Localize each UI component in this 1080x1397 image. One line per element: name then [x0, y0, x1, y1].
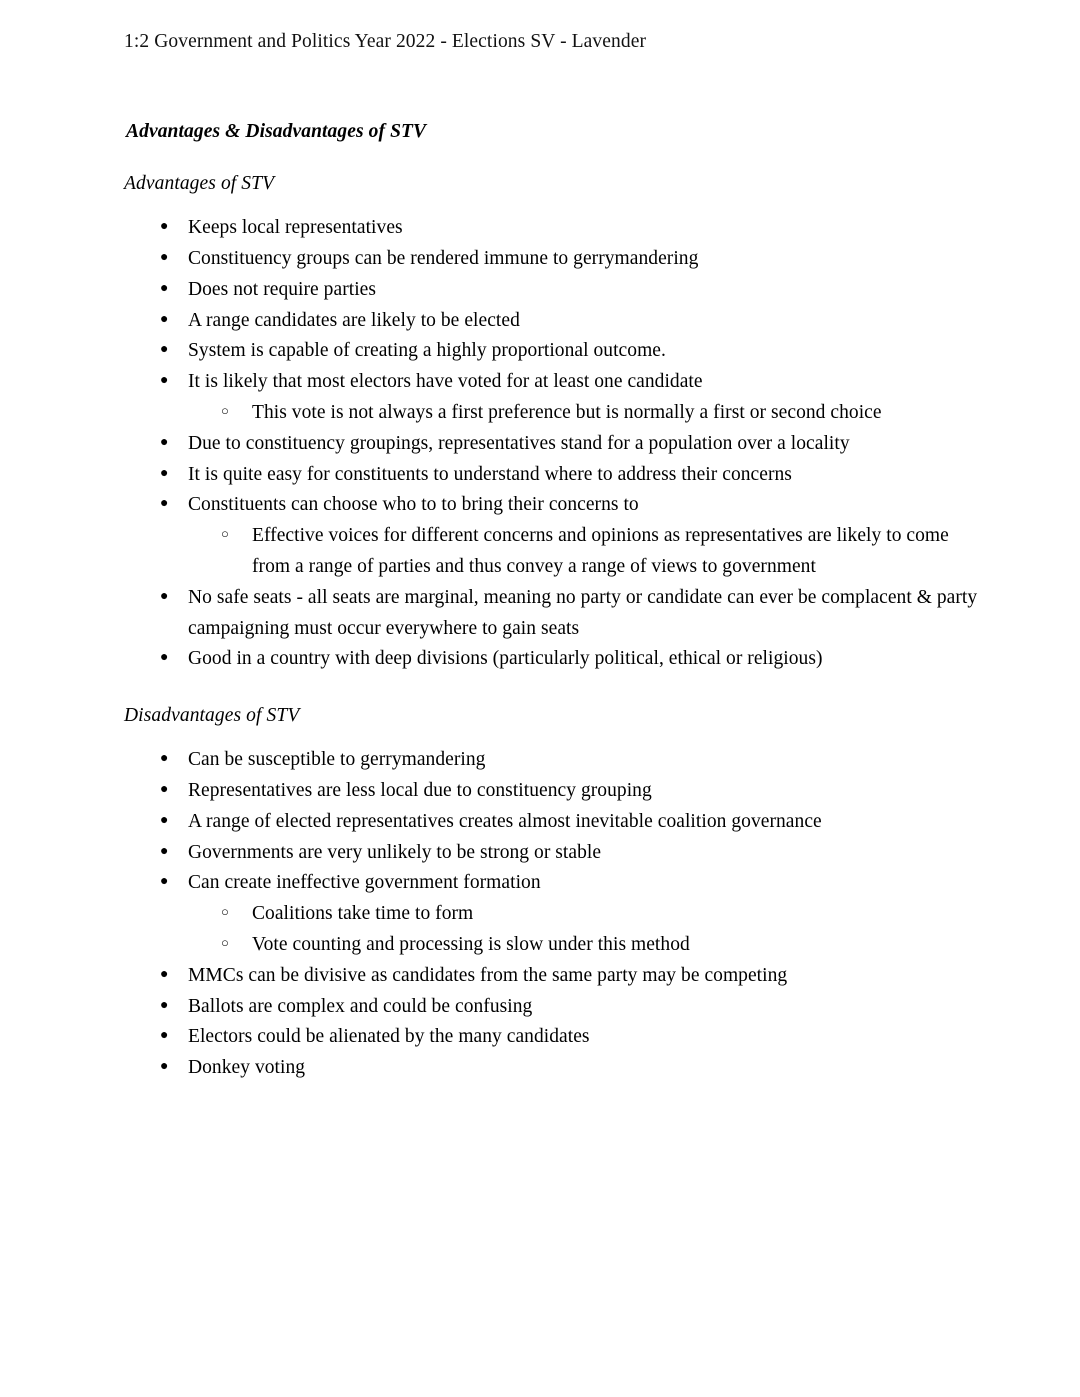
bullet-icon: ● — [160, 812, 169, 828]
sub-list — [188, 521, 984, 583]
bullet-open-icon: ○ — [221, 904, 229, 920]
bullet-icon: ● — [160, 843, 169, 859]
list-item-text: Constituency groups can be rendered immune to gerrymandering — [188, 248, 699, 270]
list-item — [124, 583, 984, 645]
list-item-text: Good in a country with deep divisions (particularly political, ethical or religious) — [188, 648, 823, 670]
bullet-icon: ● — [160, 280, 169, 296]
bullet-icon: ● — [160, 997, 169, 1013]
sub-list-item-text: This vote is not always a first preference but is normally a first or second choice — [252, 402, 882, 424]
list-item — [124, 490, 984, 582]
list-item-text: MMCs can be divisive as candidates from the same party may be competing — [188, 964, 788, 986]
sub-list-item — [188, 930, 984, 961]
list-item — [124, 838, 984, 869]
bullet-icon: ● — [160, 650, 169, 666]
list-item — [124, 275, 984, 306]
bullet-icon: ● — [160, 250, 169, 266]
bullet-icon: ● — [160, 311, 169, 327]
bullet-icon: ● — [160, 588, 169, 604]
list-item — [124, 644, 984, 675]
sub-list-item-text: Coalitions take time to form — [252, 903, 474, 925]
list-item-text: Constituents can choose who to to bring their concerns to — [188, 494, 639, 516]
list-item — [124, 776, 984, 807]
bullet-icon: ● — [160, 496, 169, 512]
list-item-text: No safe seats - all seats are marginal, meaning no party or candidate can ever be complacent & party campaigning must occur everywhere to gain seats — [188, 586, 978, 639]
bullet-icon: ● — [160, 751, 169, 767]
bullet-open-icon: ○ — [221, 526, 229, 542]
list-item-text: It is quite easy for constituents to understand where to address their concerns — [188, 463, 792, 485]
bullet-icon: ● — [160, 874, 169, 890]
list-item-text: Keeps local representatives — [188, 217, 403, 239]
sub-list-item — [188, 398, 984, 429]
advantages-heading: Advantages of STV — [124, 173, 275, 195]
list-item-text: Ballots are complex and could be confusing — [188, 995, 533, 1017]
list-item-text: Can be susceptible to gerrymandering — [188, 749, 486, 771]
list-item-text: Governments are very unlikely to be strong or stable — [188, 841, 602, 863]
bullet-icon: ● — [160, 342, 169, 358]
bullet-icon: ● — [160, 782, 169, 798]
sub-list-item-text: Effective voices for different concerns and opinions as representatives are likely to come from a range of parties and thus convey a range of views to government — [252, 525, 949, 578]
list-item-text: System is capable of creating a highly proportional outcome. — [188, 340, 666, 362]
list-item-text: It is likely that most electors have voted for at least one candidate — [188, 371, 703, 393]
document-header: 1:2 Government and Politics Year 2022 - Elections SV - Lavender — [124, 31, 647, 52]
list-item-text: Electors could be alienated by the many candidates — [188, 1026, 590, 1048]
list-item-text: Due to constituency groupings, representatives stand for a population over a locality — [188, 432, 850, 454]
list-item — [124, 244, 984, 275]
advantages-list — [124, 213, 984, 675]
list-item — [124, 807, 984, 838]
section-title: Advantages & Disadvantages of STV — [126, 121, 427, 143]
list-item — [124, 745, 984, 776]
list-item — [124, 961, 984, 992]
sub-list-item — [188, 521, 984, 583]
bullet-open-icon: ○ — [221, 403, 229, 419]
list-item — [124, 868, 984, 960]
list-item — [124, 336, 984, 367]
list-item-text: Representatives are less local due to constituency grouping — [188, 780, 652, 802]
list-item — [124, 1053, 984, 1084]
list-item — [124, 1022, 984, 1053]
disadvantages-list — [124, 745, 984, 1084]
sub-list-item-text: Vote counting and processing is slow under this method — [252, 934, 690, 956]
bullet-icon: ● — [160, 1059, 169, 1075]
list-item-text: Does not require parties — [188, 278, 377, 300]
bullet-icon: ● — [160, 465, 169, 481]
list-item — [124, 213, 984, 244]
list-item-text: A range candidates are likely to be elected — [188, 309, 520, 331]
list-item — [124, 367, 984, 429]
list-item-text: Can create ineffective government formation — [188, 872, 541, 894]
sub-list — [188, 398, 984, 429]
list-item — [124, 429, 984, 460]
list-item — [124, 992, 984, 1023]
list-item — [124, 306, 984, 337]
bullet-icon: ● — [160, 373, 169, 389]
disadvantages-heading: Disadvantages of STV — [124, 705, 300, 727]
bullet-icon: ● — [160, 434, 169, 450]
list-item-text: A range of elected representatives creates almost inevitable coalition governance — [188, 810, 822, 832]
bullet-icon: ● — [160, 1028, 169, 1044]
sub-list-item — [188, 899, 984, 930]
list-item — [124, 460, 984, 491]
bullet-icon: ● — [160, 219, 169, 235]
list-item-text: Donkey voting — [188, 1057, 306, 1079]
bullet-icon: ● — [160, 966, 169, 982]
bullet-open-icon: ○ — [221, 935, 229, 951]
sub-list — [188, 899, 984, 961]
